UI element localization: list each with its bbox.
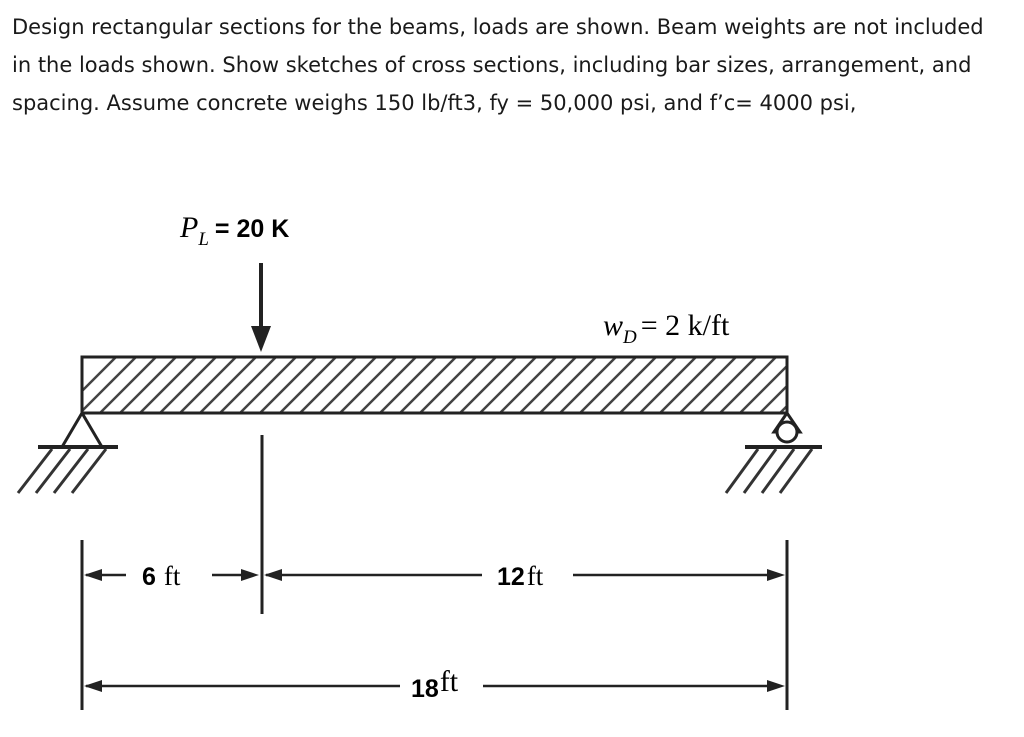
dimension-12ft	[264, 561, 785, 591]
dimension-6ft	[84, 561, 259, 591]
point-load-arrow	[251, 263, 271, 352]
problem-line-3: spacing. Assume concrete weighs 150 lb/ft3, fy = 50,000 psi, and f’c= 4000 psi,	[12, 91, 857, 115]
beam	[60, 357, 836, 413]
svg-text:6ft: 6 ft	[142, 561, 181, 591]
problem-line-1: Design rectangular sections for the beams, loads are shown. Beam weights are not included	[12, 15, 984, 39]
svg-text:12ft: 12ft	[497, 561, 544, 591]
svg-text:18ft: 18ft	[411, 665, 459, 703]
dimension-18ft	[84, 665, 785, 703]
roller-support-right	[726, 413, 822, 493]
point-load-label: PL = 20 K	[180, 211, 290, 250]
dimension-extension-lines	[82, 435, 787, 710]
pin-support-left	[18, 413, 118, 493]
beam-hatching	[60, 357, 836, 413]
problem-line-2: in the loads shown. Show sketches of cross sections, including bar sizes, arrangement, and	[12, 53, 972, 77]
distributed-load-label: wD = 2 k/ft	[603, 309, 730, 348]
